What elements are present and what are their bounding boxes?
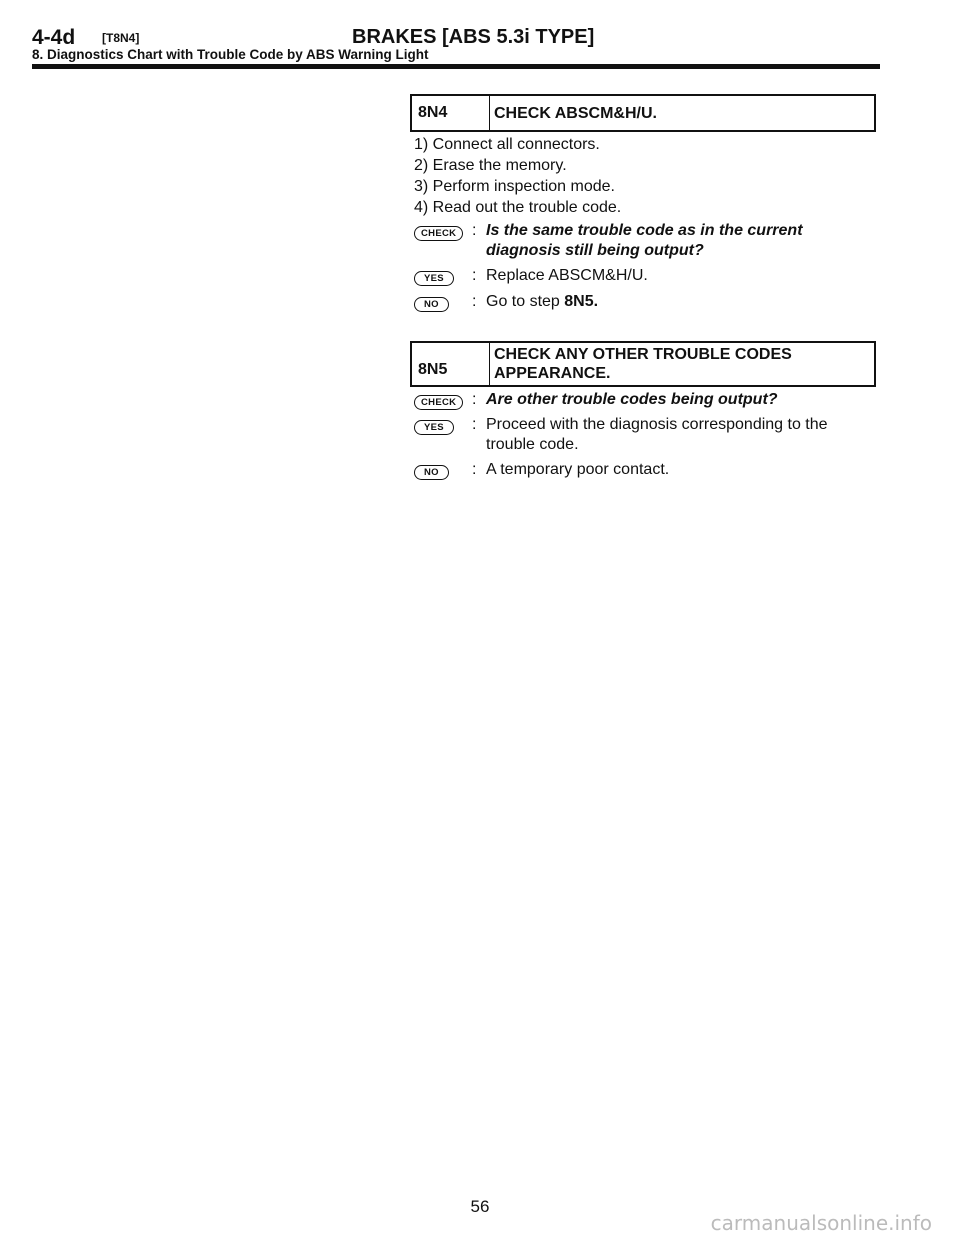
instruction-item: 2) Erase the memory. (414, 157, 567, 174)
check-question (486, 221, 803, 261)
page-subtitle: 8. Diagnostics Chart with Trouble Code by ABS Warning Light (32, 47, 429, 62)
watermark: carmanualsonline.info (710, 1211, 932, 1235)
check-question-line: diagnosis still being output? (486, 242, 704, 259)
no-action: A temporary poor contact. (486, 461, 670, 478)
yes-badge: YES (414, 271, 454, 286)
section-code: [T8N4] (102, 31, 140, 45)
step-title-line: CHECK ANY OTHER TROUBLE CODES (494, 346, 792, 363)
header-divider (32, 64, 880, 69)
yes-action: Replace ABSCM&H/U. (486, 267, 648, 284)
instruction-item: 4) Read out the trouble code. (414, 199, 622, 216)
step-8n4-header (410, 94, 876, 132)
check-badge: CHECK (414, 226, 463, 241)
no-answer-row: NO : A temporary poor contact. (414, 460, 669, 481)
check-question-row: CHECK : Is the same trouble code as in the current diagnosis still being output? (414, 221, 803, 261)
page-title: BRAKES [ABS 5.3i TYPE] (352, 26, 595, 48)
no-answer-row: NO : Go to step 8N5. (414, 292, 598, 313)
yes-action-line: trouble code. (486, 436, 579, 453)
check-badge: CHECK (414, 395, 463, 410)
step-title-line: APPEARANCE. (494, 365, 611, 382)
next-step-ref: 8N5. (564, 293, 599, 310)
step-title: CHECK ABSCM&H/U. (494, 104, 657, 122)
step-id: 8N4 (412, 96, 490, 130)
step-8n4-instructions (414, 134, 621, 218)
section-number: 4-4d (32, 26, 76, 49)
step-8n5-header (410, 341, 876, 387)
no-badge: NO (414, 465, 449, 480)
yes-action-line: Proceed with the diagnosis corresponding to the (486, 416, 828, 433)
yes-answer-row: YES : Replace ABSCM&H/U. (414, 266, 648, 287)
yes-badge: YES (414, 420, 454, 435)
yes-answer-row: YES : Proceed with the diagnosis corresponding to the trouble code. (414, 415, 828, 455)
no-action-text: Go to step (486, 293, 565, 310)
instruction-item: 1) Connect all connectors. (414, 136, 600, 153)
no-action (486, 292, 598, 313)
check-question-row: CHECK : Are other trouble codes being output? (414, 390, 778, 411)
yes-action (486, 415, 828, 455)
step-title (490, 343, 874, 385)
instruction-item: 3) Perform inspection mode. (414, 178, 615, 195)
page-header (32, 26, 880, 62)
check-question: Are other trouble codes being output? (486, 391, 778, 408)
check-question-line: Is the same trouble code as in the current (486, 222, 803, 239)
page-number: 56 (470, 1197, 490, 1216)
step-id: 8N5 (412, 343, 490, 385)
no-badge: NO (414, 297, 449, 312)
